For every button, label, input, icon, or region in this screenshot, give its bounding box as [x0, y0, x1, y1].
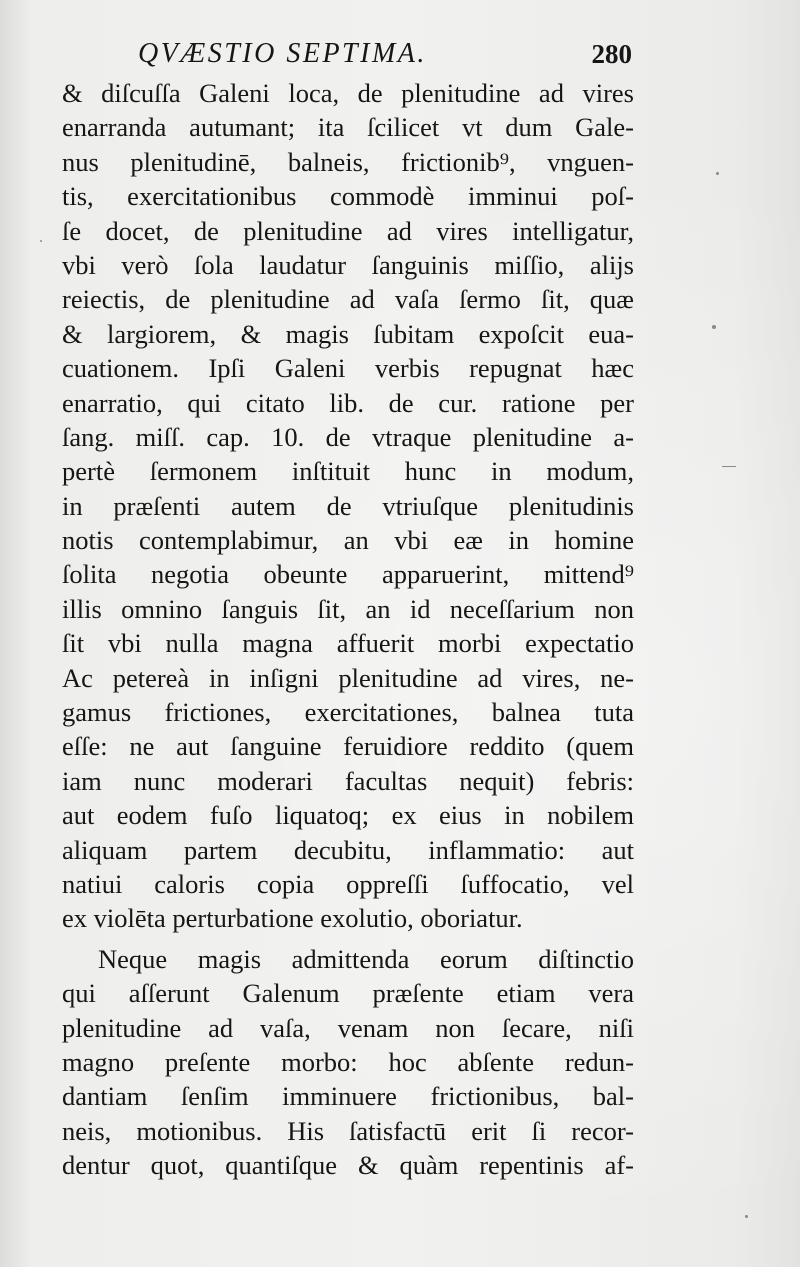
text-line: qui aſſerunt Galenum præſente etiam vera [62, 978, 634, 1009]
text-line: pertè ſermonem inſtituit hunc in modum, [62, 456, 634, 487]
text-line: illis omnino ſanguis ſit, an id neceſſarium non [62, 593, 634, 624]
text-line: & largiorem, & magis ſubitam expoſcit eua- [62, 318, 634, 349]
text-line: notis contemplabimur, an vbi eæ in homine [62, 525, 634, 556]
body-text [62, 76, 634, 1183]
paper-speck [40, 240, 42, 242]
text-line: iam nunc moderari facultas nequit) febris: [62, 765, 634, 796]
text-line: Neque magis admittenda eorum diſtinctio [98, 943, 634, 974]
text-line: nus plenitudinē, balneis, frictionib⁹, vnguen- [62, 146, 634, 177]
page-number: 280 [591, 39, 632, 69]
text-line: tis, exercitationibus commodè imminui poſ- [62, 181, 634, 212]
paper-speck [716, 172, 719, 175]
text-line: reiectis, de plenitudine ad vaſa ſermo ſit, quæ [62, 284, 634, 315]
text-line: ſolita negotia obeunte apparuerint, mittend⁹ [62, 559, 634, 590]
text-line: eſſe: ne aut ſanguine feruidiore reddito (quem [62, 731, 634, 762]
text-line: plenitudine ad vaſa, venam non ſecare, niſi [62, 1012, 634, 1043]
text-line: ſit vbi nulla magna affuerit morbi expectatio [62, 628, 634, 659]
page-header [60, 34, 640, 78]
text-line: gamus frictiones, exercitationes, balnea tuta [62, 697, 634, 728]
running-head: QVÆSTIO SEPTIMA. [138, 38, 427, 69]
paragraph-2 [62, 942, 634, 1183]
text-line: vbi verò ſola laudatur ſanguinis miſſio, alijs [62, 249, 634, 280]
paper-speck [712, 325, 716, 329]
text-line: ex violēta perturbatione exolutio, oboriatur. [62, 903, 523, 934]
text-line: cuationem. Ipſi Galeni verbis repugnat hæc [62, 353, 634, 384]
text-line: neis, motionibus. His ſatisfactū erit ſi recor- [62, 1115, 634, 1146]
text-line: enarratio, qui citato lib. de cur. ratione per [62, 387, 634, 418]
text-line: magno preſente morbo: hoc abſente redun- [62, 1046, 634, 1077]
text-line: dentur quot, quantiſque & quàm repentinis af- [62, 1150, 634, 1181]
text-line: in præſenti autem de vtriuſque plenitudinis [62, 490, 634, 521]
text-line: ſang. miſſ. cap. 10. de vtraque plenitudine a- [62, 421, 634, 452]
paper-speck [745, 1215, 748, 1218]
text-line: aut eodem fuſo liquatoq; ex eius in nobilem [62, 800, 634, 831]
text-line: enarranda autumant; ita ſcilicet vt dum Gale- [62, 112, 634, 143]
paper-speck [722, 466, 736, 467]
text-line: natiui caloris copia oppreſſi ſuffocatio, vel [62, 868, 634, 899]
text-line: aliquam partem decubitu, inflammatio: aut [62, 834, 634, 865]
text-line: & diſcuſſa Galeni loca, de plenitudine ad vires [62, 78, 634, 108]
text-line: ſe docet, de plenitudine ad vires intelligatur, [62, 215, 634, 246]
paragraph-1 [62, 76, 634, 936]
text-line: dantiam ſenſim imminuere frictionibus, bal- [62, 1081, 634, 1112]
text-line: Ac petereà in inſigni plenitudine ad vires, ne- [62, 662, 634, 693]
